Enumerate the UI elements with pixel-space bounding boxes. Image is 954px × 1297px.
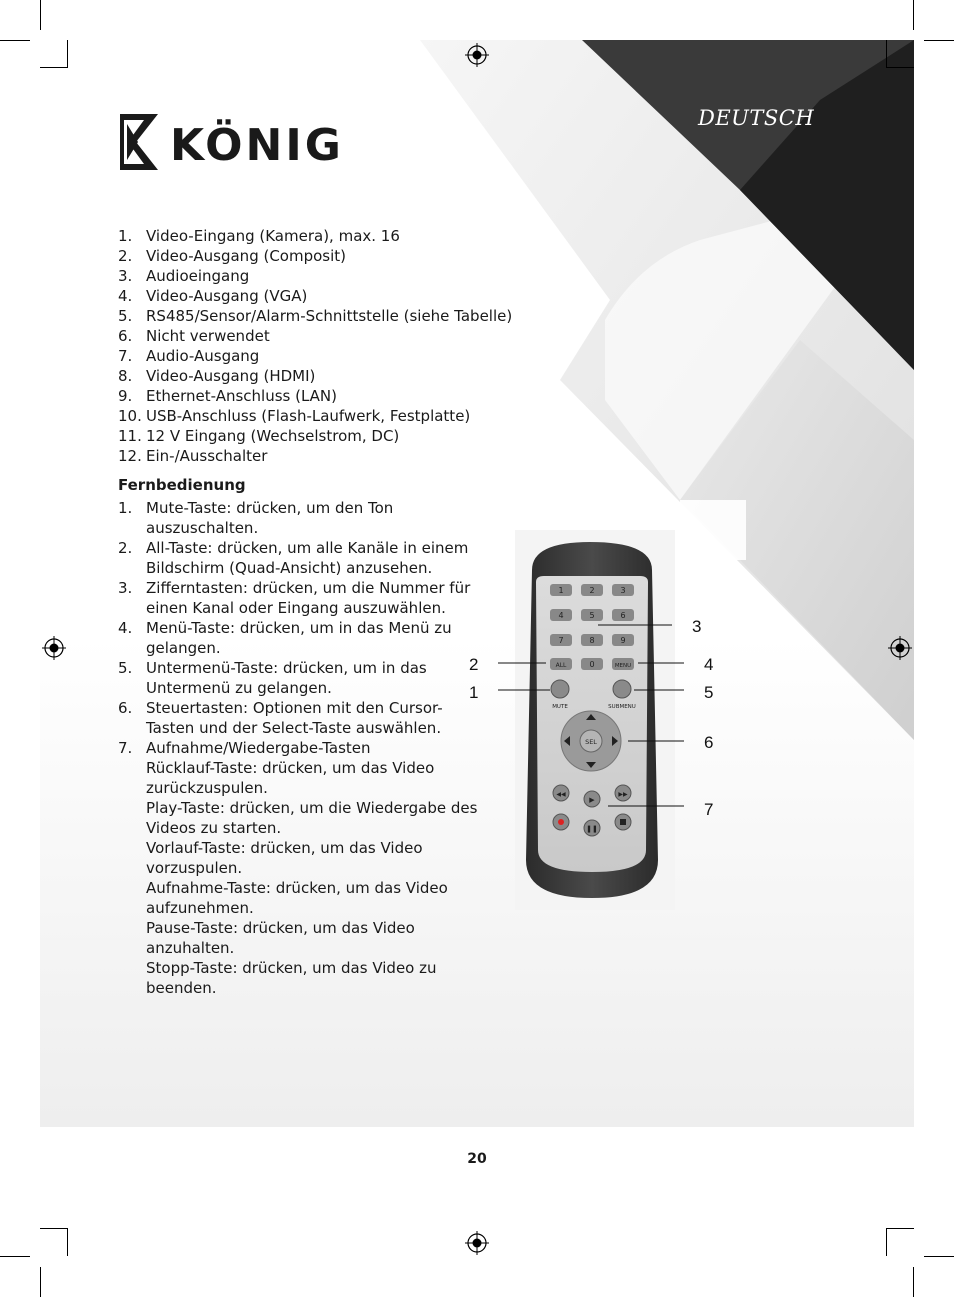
svg-text:9: 9: [620, 636, 626, 645]
remote-control-illustration: [440, 530, 740, 910]
svg-text:1: 1: [558, 586, 564, 595]
list-item: 4. Video-Ausgang (VGA): [118, 287, 308, 305]
callout-4: 4: [704, 655, 714, 674]
crop-mark: [40, 1228, 68, 1229]
svg-text:MUTE: MUTE: [552, 704, 568, 710]
konig-logo: [118, 112, 343, 172]
crop-mark: [67, 40, 68, 68]
list-item: 1. Video-Eingang (Kamera), max. 16: [118, 227, 400, 245]
remote-functions-list: [118, 498, 477, 998]
crop-mark: [67, 1228, 68, 1256]
pause-icon: ❚❚: [586, 825, 598, 833]
svg-text:7: 7: [558, 636, 564, 645]
crop-mark: [0, 40, 30, 41]
svg-text:ALL: ALL: [555, 662, 567, 669]
svg-text:8: 8: [589, 636, 595, 645]
svg-text:SUBMENU: SUBMENU: [608, 704, 636, 710]
list-item: 3. Audioeingang: [118, 267, 250, 285]
section-heading: Fernbedienung: [118, 476, 246, 494]
registration-mark-icon: [42, 636, 66, 660]
crop-mark: [886, 67, 914, 68]
list-item: 8. Video-Ausgang (HDMI): [118, 367, 316, 385]
list-item: 11. 12 V Eingang (Wechselstrom, DC): [118, 427, 400, 445]
callout-6: 6: [704, 733, 714, 752]
fast-forward-icon: ▶▶: [618, 791, 628, 798]
svg-text:KÖNIG: KÖNIG: [170, 120, 343, 171]
play-icon: ▶: [589, 796, 595, 804]
svg-text:4: 4: [558, 611, 564, 620]
registration-mark-icon: [465, 1231, 489, 1255]
list-item: 5. RS485/Sensor/Alarm-Schnittstelle (siehe Tabelle): [118, 307, 513, 325]
crop-mark: [886, 40, 887, 68]
svg-text:0: 0: [589, 660, 595, 669]
crop-mark: [924, 40, 954, 41]
stop-icon: [620, 819, 626, 825]
list-item: 1. Mute-Taste: drücken, um den Ton auszuschalten.: [118, 499, 394, 537]
language-label: DEUTSCH: [698, 106, 815, 130]
callout-1: 1: [469, 683, 479, 702]
list-item: 9. Ethernet-Anschluss (LAN): [118, 387, 337, 405]
svg-text:MENU: MENU: [614, 663, 632, 669]
crop-mark: [0, 1256, 30, 1257]
svg-text:3: 3: [620, 586, 626, 595]
konig-logo-mark-icon: [118, 112, 343, 172]
crop-mark: [40, 0, 41, 30]
page-number: 20: [467, 1151, 487, 1167]
list-item: 3. Zifferntasten: drücken, um die Nummer für einen Kanal oder Eingang auszuwählen.: [118, 579, 471, 617]
crop-mark: [40, 67, 68, 68]
svg-text:2: 2: [589, 586, 595, 595]
crop-mark: [913, 0, 914, 30]
svg-text:6: 6: [620, 611, 626, 620]
callout-2: 2: [469, 655, 479, 674]
list-item: 7. Audio-Ausgang: [118, 347, 260, 365]
list-item: 12. Ein-/Ausschalter: [118, 447, 268, 465]
callout-7: 7: [704, 800, 714, 819]
crop-mark: [886, 1228, 914, 1229]
list-item: 6. Steuertasten: Optionen mit den Cursor- Tasten und der Select-Taste auswählen.: [118, 699, 443, 737]
registration-mark-icon: [888, 636, 912, 660]
svg-text:5: 5: [589, 611, 595, 620]
list-item: 6. Nicht verwendet: [118, 327, 270, 345]
list-item: 10. USB-Anschluss (Flash-Laufwerk, Festplatte): [118, 407, 471, 425]
crop-mark: [924, 1256, 954, 1257]
record-icon: [558, 819, 564, 825]
crop-mark: [913, 1267, 914, 1297]
callout-5: 5: [704, 683, 714, 702]
list-item: 7. Aufnahme/Wiedergabe-Tasten Rücklauf-Taste: drücken, um das Video zurückzuspulen. Play-Taste: drücken, um die Wiedergabe des Videos zu starten. Vorlauf-Taste: drücken, um das Video vorzuspulen. Aufnahme-Taste: drücken, um das Video aufzunehmen. Pause-Taste: drücken, um das Video anzuhalten. Stopp-Taste: drücken, um das Video zu beenden.: [118, 739, 478, 997]
crop-mark: [40, 1267, 41, 1297]
list-item: 2. Video-Ausgang (Composit): [118, 247, 347, 265]
svg-text:SEL: SEL: [585, 738, 597, 746]
callout-3: 3: [692, 617, 702, 636]
submenu-button[interactable]: [613, 680, 631, 698]
registration-mark-icon: [465, 43, 489, 67]
list-item: 4. Menü-Taste: drücken, um in das Menü zu gelangen.: [118, 619, 452, 657]
rewind-icon: ◀◀: [556, 791, 566, 798]
mute-button[interactable]: [551, 680, 569, 698]
list-item: 2. All-Taste: drücken, um alle Kanäle in einem Bildschirm (Quad-Ansicht) anzusehen.: [118, 539, 469, 577]
crop-mark: [886, 1228, 887, 1256]
list-item: 5. Untermenü-Taste: drücken, um in das Untermenü zu gelangen.: [118, 659, 427, 697]
connections-list: [118, 226, 512, 466]
